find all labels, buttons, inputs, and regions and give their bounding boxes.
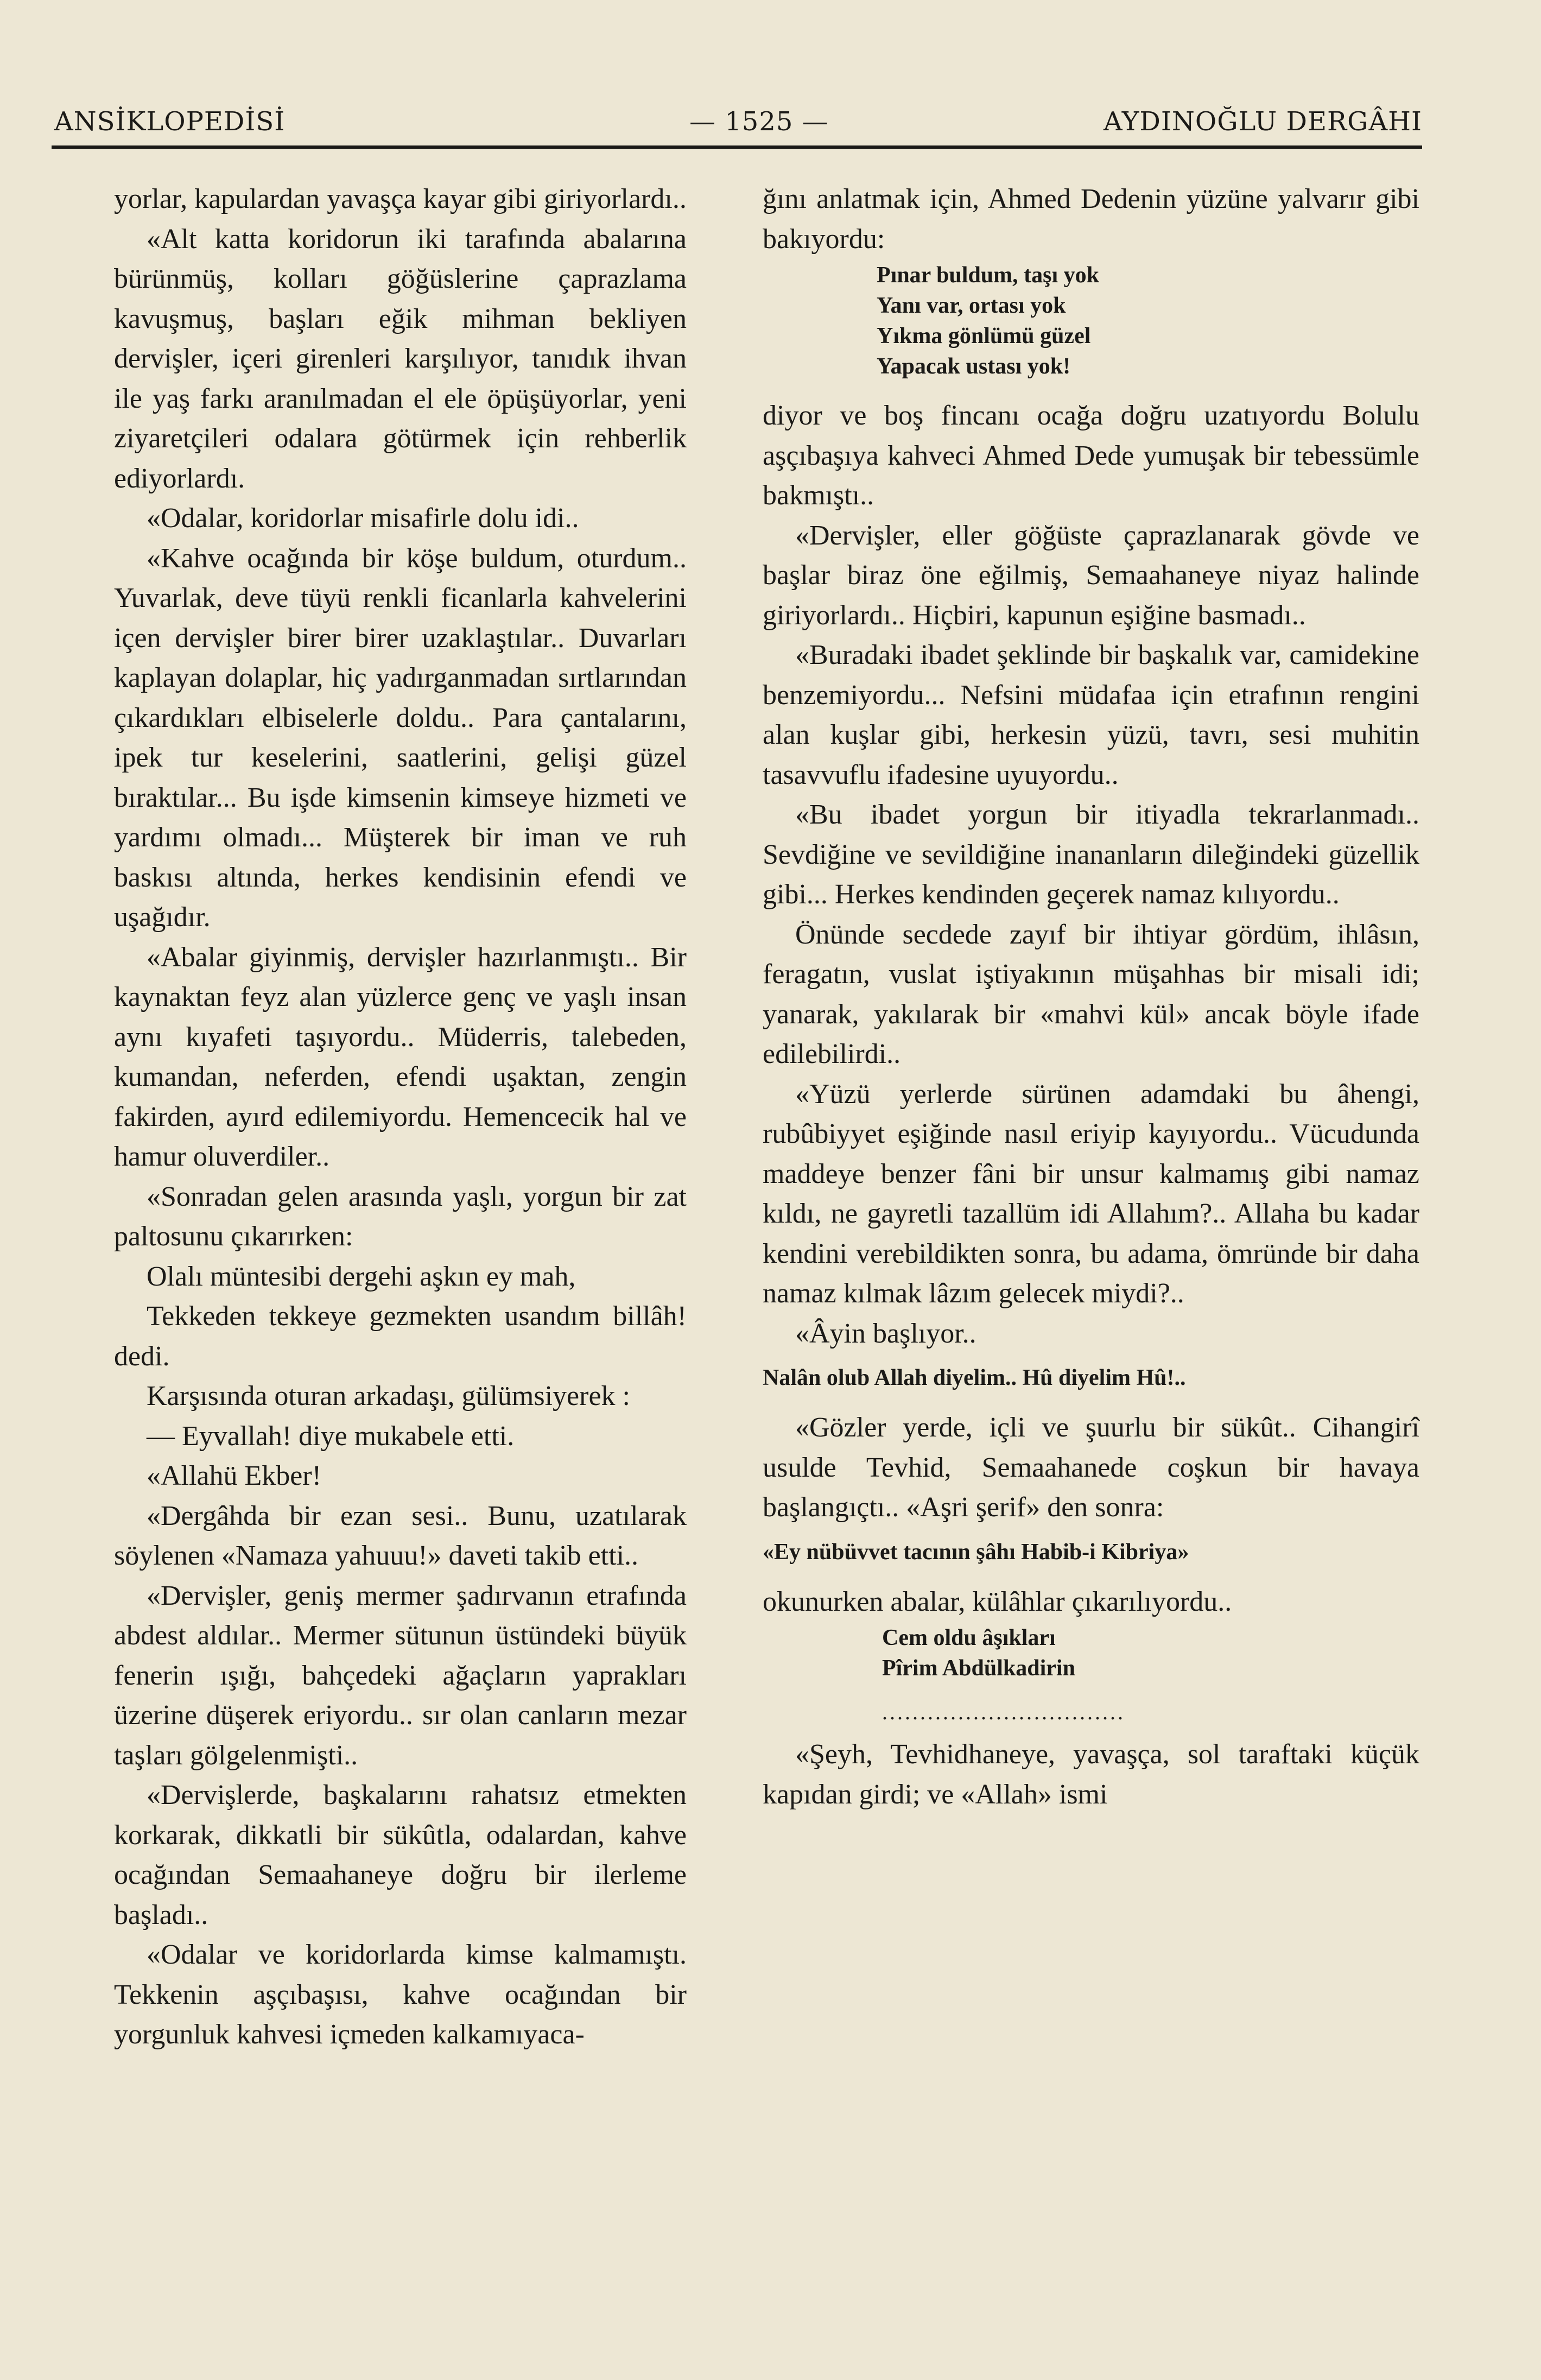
section-title: AYDINOĞLU DERGÂHI: [1104, 106, 1422, 137]
paragraph: yorlar, kapulardan yavaşça kayar gibi giriyorlardı..: [114, 183, 687, 214]
verse-line: Pınar buldum, taşı yok: [877, 263, 1100, 288]
paragraph: «Kahve ocağında bir köşe buldum, oturdum.. Yuvarlak, deve tüyü renkli ficanlarla kahvelerini içen dervişler birer birer uzaklaştılar.. Duvarları kaplayan dolaplar, hiç yadırganmadan sırtlarından çıkardıkları elbiselerle doldu.. Para çantalarını, ipek tur keselerini, saatlerini, gelişi güzel bıraktılar... Bu işde kimsenin kimseye hizmeti ve yardımı olmadı... Müşterek bir iman ve ruh baskısı altında, herkes kendisinin efendi ve uşağıdır.: [114, 542, 687, 933]
dotted-separator: ................................: [882, 1700, 1125, 1724]
verse-line: Cem oldu âşıkları: [882, 1625, 1056, 1650]
bold-invocation: Nalân olub Allah diyelim.. Hû diyelim Hû!..: [763, 1365, 1186, 1390]
right-column: [763, 179, 1419, 1814]
paragraph: «Alt katta koridorun iki tarafında abalarına bürünmüş, kolları göğüslerine çaprazlama kavuşmuş, başları eğik mihman bekliyen dervişler, içeri girenleri karşılıyor, tanıdık ihvan ile yaş farkı aranılmadan el ele öpüşüyorlar, yeni ziyaretçileri odalara götürmek için rehberlik ediyorlardı.: [114, 223, 687, 494]
paragraph: «Odalar ve koridorlarda kimse kalmamıştı. Tekkenin aşçıbaşısı, kahve ocağından bir yorgunluk kahvesi içmeden kalkamıyaca-: [114, 1939, 687, 2050]
verse-line: Yıkma gönlümü güzel: [877, 324, 1091, 349]
verse-line: Yanı var, ortası yok: [877, 293, 1066, 318]
left-column: [114, 179, 687, 2055]
paragraph: «Yüzü yerlerde sürünen adamdaki bu âhengi, rubûbiyyet eşiğinde nasıl eriyip kayıyordu.. Vücudunda maddeye benzer fâni bir unsur kalmamış gibi namaz kıldı, ne gayretli tazallüm idi Allahım?.. Allaha bu kadar kendini verebildikten sonra, bu adama, ömründe bir daha namaz kılmak lâzım gelecek miydi?..: [763, 1078, 1419, 1309]
paragraph: «Sonradan gelen arasında yaşlı, yorgun bir zat paltosunu çıkarırken:: [114, 1181, 687, 1252]
paragraph: ğını anlatmak için, Ahmed Dedenin yüzüne yalvarır gibi bakıyordu:: [763, 183, 1419, 255]
paragraph: «Dervişlerde, başkalarını rahatsız etmekten korkarak, dikkatli bir sükûtla, odalardan, kahve ocağından Semaahaneye doğru bir ilerleme başladı..: [114, 1780, 687, 1930]
paragraph: Karşısında oturan arkadaşı, gülümsiyerek :: [147, 1381, 630, 1411]
paragraph: «Gözler yerde, içli ve şuurlu bir sükût.. Cihangirî usulde Tevhid, Semaahanede coşkun bir havaya başlangıçtı.. «Aşri şerif» den sonra:: [763, 1412, 1419, 1523]
paragraph: diyor ve boş fincanı ocağa doğru uzatıyordu Bolulu aşçıbaşıya kahveci Ahmed Dede yumuşak bir tebessümle bakmıştı..: [763, 400, 1419, 511]
bold-quote: «Ey nübüvvet tacının şâhı Habib-i Kibriya»: [763, 1539, 1189, 1565]
paragraph: «Odalar, koridorlar misafirle dolu idi..: [147, 503, 579, 534]
paragraph: Önünde secdede zayıf bir ihtiyar gördüm, ihlâsın, feragatın, vuslat iştiyakının müşahhas bir misali idi; yanarak, yakılarak bir «mahvi kül» ancak böyle ifade edilebilirdi..: [763, 919, 1419, 1069]
dialogue-line: — Eyvallah! diye mukabele etti.: [147, 1420, 515, 1452]
paragraph: «Dervişler, geniş mermer şadırvanın etrafında abdest aldılar.. Mermer sütunun üstündeki büyük fenerin ışığı, bahçedeki ağaçların yaprakları üzerine düşerek eriyordu.. sır olan canların mezar taşları gölgelenmişti..: [114, 1580, 687, 1771]
page-number: — 1525 —: [689, 106, 829, 137]
page-header: [54, 101, 1422, 144]
header-rule: [52, 145, 1422, 149]
paragraph: «Allahü Ekber!: [147, 1460, 322, 1491]
verse-line: Tekkeden tekkeye gezmekten usandım billâh! dedi.: [114, 1301, 687, 1372]
verse-line: Pîrim Abdülkadirin: [882, 1656, 1075, 1681]
paragraph: «Bu ibadet yorgun bir itiyadla tekrarlanmadı.. Sevdiğine ve sevildiğine inananların dileğindeki güzellik gibi... Herkes kendinden geçerek namaz kılıyordu..: [763, 799, 1419, 910]
verse-block: [763, 1623, 1419, 1683]
paragraph: «Abalar giyinmiş, dervişler hazırlanmıştı.. Bir kaynaktan feyz alan yüzlerce genç ve yaşlı insan aynı kıyafeti taşıyordu.. Müderris, talebeden, kumandan, neferden, efendi uşaktan, zengin fakirden, ayırd edilemiyordu. Hemencecik hal ve hamur oluverdiler..: [114, 941, 687, 1172]
paragraph: «Dergâhda bir ezan sesi.. Bunu, uzatılarak söylenen «Namaza yahuuu!» daveti takib etti..: [114, 1500, 687, 1571]
paragraph: «Dervişler, eller göğüste çaprazlanarak gövde ve başlar biraz öne eğilmiş, Semaahaneye niyaz halinde giriyorlardı.. Hiçbiri, kapunun eşiğine basmadı..: [763, 520, 1419, 631]
paragraph: «Şeyh, Tevhidhaneye, yavaşça, sol taraftaki küçük kapıdan girdi; ve «Allah» ismi: [763, 1739, 1419, 1810]
verse-line: Olalı müntesibi dergehi aşkın ey mah,: [147, 1261, 576, 1292]
verse-line: Yapacak ustası yok!: [877, 354, 1071, 379]
verse-block: [763, 260, 1419, 382]
paragraph: «Buradaki ibadet şeklinde bir başkalık var, camidekine benzemiyordu... Nefsini müdafaa için etrafının rengini alan kuşlar gibi, herkesin yüzü, tavrı, sesi muhitin tasavvuflu ifadesine uyuyordu..: [763, 640, 1419, 790]
running-title: ANSİKLOPEDİSİ: [54, 106, 286, 137]
paragraph: okunurken abalar, külâhlar çıkarılıyordu..: [763, 1586, 1232, 1617]
paragraph: «Âyin başlıyor..: [795, 1318, 976, 1349]
